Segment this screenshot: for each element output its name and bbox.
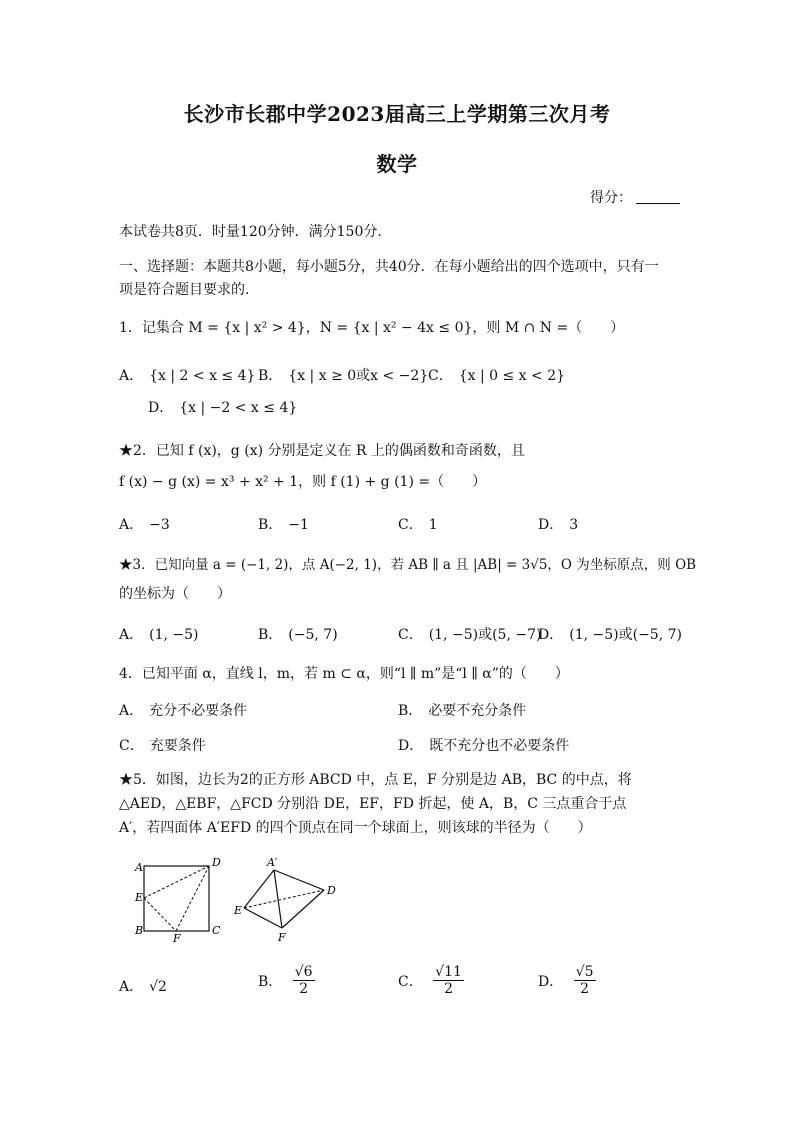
label-f2: F: [278, 931, 286, 944]
q4-option-c[interactable]: C． 充要条件: [119, 738, 206, 754]
q1-option-d[interactable]: D． {x | −2 < x ≤ 4}: [148, 400, 298, 416]
edge-fd: [282, 890, 324, 928]
label-d2: D: [327, 884, 336, 897]
edge-ad: [274, 870, 324, 890]
q5-option-b[interactable]: B． $\frac{√6}{2}$: [258, 964, 313, 997]
q5-figure: [130, 852, 350, 944]
q1-stem: 1．记集合 M = {x | x² > 4}，N = {x | x² − 4x ≤ 0}，则 M ∩ N =（ ）: [119, 320, 625, 336]
score-blank[interactable]: [636, 189, 680, 204]
label-b: B: [135, 924, 144, 937]
page-title: 长沙市长郡中学2023届高三上学期第三次月考: [183, 102, 611, 126]
q2-stem-line2: f (x) − g (x) = x³ + x² + 1，则 f (1) + g (1) =（ ）: [119, 474, 487, 490]
q5-stem-line2: △AED，△EBF，△FCD 分别沿 DE，EF，FD 折起，使 A，B，C 三点重合于点: [119, 796, 627, 812]
q5-option-d[interactable]: D． $\frac{√5}{2}$: [538, 964, 594, 997]
q3-stem-line2: 的坐标为（ ）: [119, 586, 231, 602]
edge-ef: [244, 908, 282, 928]
q5-stem-line3: A′，若四面体 A′EFD 的四个顶点在同一个球面上，则该球的半径为（ ）: [119, 820, 592, 836]
q2-option-c[interactable]: C． 1: [398, 517, 438, 533]
section-heading-line2: 项是符合题目要求的．: [119, 282, 259, 298]
label-d: D: [212, 856, 221, 869]
q1-option-a[interactable]: A． {x | 2 < x ≤ 4}: [119, 368, 256, 384]
section-heading-line1: 一、选择题：本题共8小题，每小题5分，共40分．在每小题给出的四个选项中，只有一: [119, 259, 659, 275]
q4-stem: 4．已知平面 α，直线 l，m，若 m ⊂ α，则“l ∥ m”是“l ∥ α”的（ ）: [119, 666, 569, 682]
q5-stem-line1: ★5．如图，边长为2的正方形 ABCD 中，点 E，F 分别是边 AB，BC 的中点，将: [119, 772, 632, 788]
q2-option-a[interactable]: A． −3: [119, 517, 170, 533]
label-a: A: [135, 861, 143, 874]
fraction-b: $\frac{√6}{2}$: [294, 964, 313, 997]
q3-option-b[interactable]: B． (−5, 7): [258, 627, 338, 643]
q2-option-d[interactable]: D． 3: [538, 517, 579, 533]
label-a-prime: A′: [267, 856, 278, 869]
q1-option-c[interactable]: C． {x | 0 ≤ x < 2}: [428, 368, 566, 384]
subject-title: 数学: [376, 152, 418, 176]
exam-intro: 本试卷共8页．时量120分钟．满分150分．: [119, 224, 392, 240]
square-abcd: [144, 866, 209, 931]
label-f: F: [173, 932, 181, 944]
q5-option-c[interactable]: C． $\frac{√11}{2}$: [398, 964, 462, 997]
q4-option-a[interactable]: A． 充分不必要条件: [119, 703, 248, 719]
fraction-d: $\frac{√5}{2}$: [575, 964, 594, 997]
score-field: [590, 187, 680, 207]
score-label: 得分：: [590, 190, 632, 206]
label-e2: E: [234, 904, 243, 917]
segment-fd: [176, 866, 209, 931]
q2-stem-line1: ★2．已知 f (x)，g (x) 分别是定义在 R 上的偶函数和奇函数，且: [119, 443, 525, 459]
edge-af: [274, 870, 282, 928]
segment-ed: [144, 866, 209, 898]
fraction-c: $\frac{√11}{2}$: [435, 964, 462, 997]
q3-option-c[interactable]: C． (1, −5)或(5, −7): [398, 627, 542, 643]
q3-stem-line1: ★3．已知向量 a = (−1, 2)，点 A(−2, 1)，若 AB ∥ a 且 |AB| = 3√5，O 为坐标原点，则 OB: [119, 557, 697, 573]
q3-option-d[interactable]: D． (1, −5)或(−5, 7): [538, 627, 682, 643]
q5-option-a[interactable]: A． √2: [119, 979, 167, 995]
label-c: C: [212, 924, 221, 937]
q3-option-a[interactable]: A． (1, −5): [119, 627, 199, 643]
q2-option-b[interactable]: B． −1: [258, 517, 309, 533]
segment-ef: [144, 898, 176, 931]
q4-option-d[interactable]: D． 既不充分也不必要条件: [398, 738, 570, 754]
q1-option-b[interactable]: B． {x | x ≥ 0或x < −2}: [258, 368, 429, 384]
label-e: E: [135, 891, 144, 904]
q4-option-b[interactable]: B． 必要不充分条件: [398, 703, 527, 719]
